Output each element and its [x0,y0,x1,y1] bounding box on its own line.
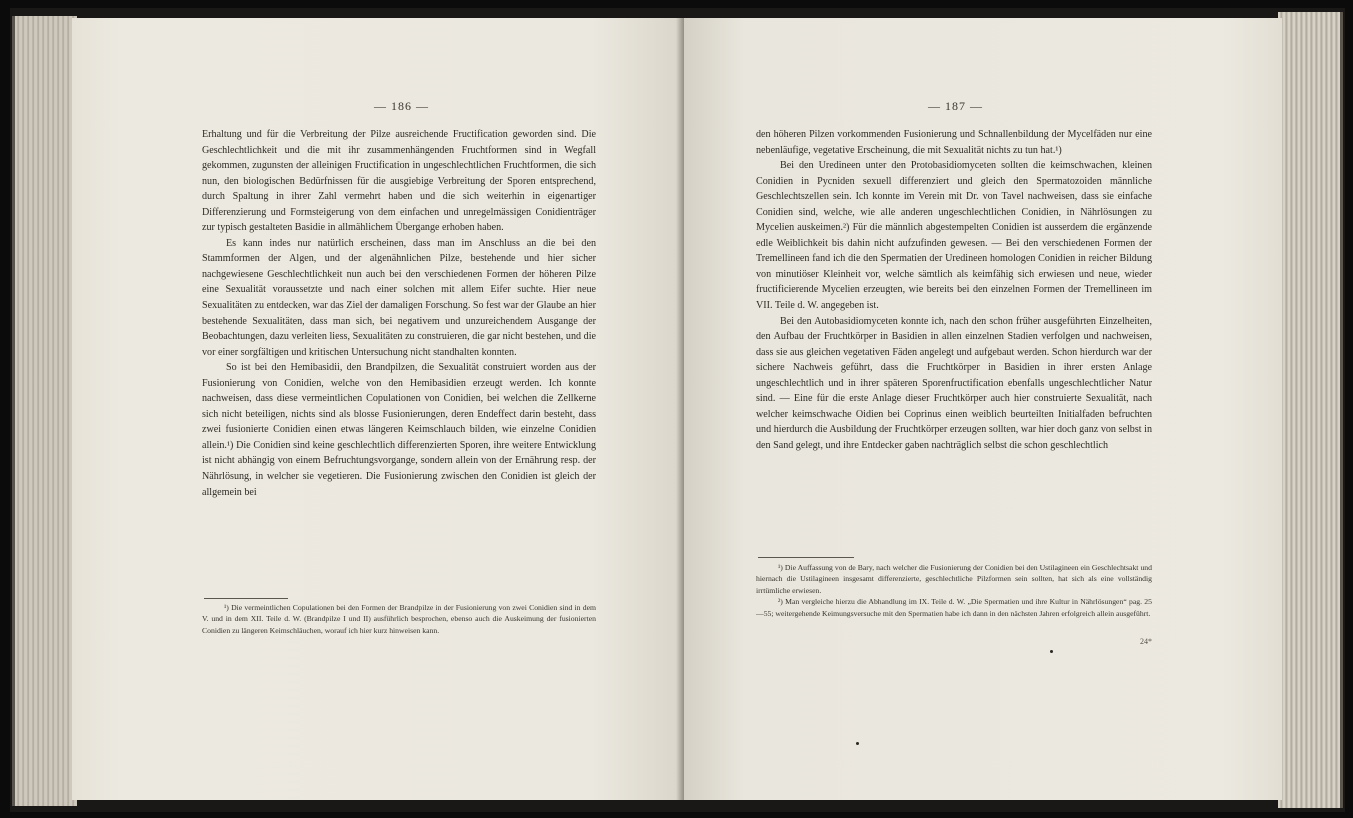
left-page-number: — 186 — [374,99,429,113]
left-footnotes [202,602,596,636]
paper-speck [856,742,859,745]
left-paragraph-3: So ist bei den Hemibasidii, den Brandpilzen, die Sexualität construiert worden aus der Fusionierung von Conidien, welche von den Hemibasidien erzeugt werden. Ich konnte nachweisen, dass diese vermeintlichen Copulationen von Conidien, bei welchen die Zellkerne sich nicht beteiligen, nichts sind als blosse Fusionierungen, deren Endeffect darin besteht, dass zwei fusionierte Conidien einen etwas längeren Keimschlauch bilden, wie einzelne Conidien allein.¹) Die Conidien sind keine geschlechtlich differenzierten Sporen, ihre weitere Entwicklung ist nicht abhängig von einem Befruchtungsvorgange, sondern allein von der Ernährung resp. der Nährlösung, in welcher sie vegetieren. Die Fusionierung zwischen den Conidien ist gleich der allgemein bei [202,362,596,498]
left-page-body [202,127,596,500]
right-page-edges [1278,12,1343,808]
paper-speck [1050,650,1053,653]
left-footnote-rule [204,598,288,599]
right-footnotes [756,562,1152,619]
left-footnote-1: ¹) Die vermeintlichen Copulationen bei den Formen der Brandpilze in der Fusionierung von zwei Conidien sind in dem V. und in dem XII. Teile d. W. (Brandpilze I und II) ausführlich besprochen, ebenso auch die Auskeimung der fusionierten Conidien zu längeren Keimschläuchen, worauf ich hier kurz hinweisen kann. [202,603,596,635]
right-page-number: — 187 — [928,99,983,113]
right-footnote-rule [758,557,854,558]
right-footnote-1: ¹) Die Auffassung von de Bary, nach welcher die Fusionierung der Conidien bei den Ustilagineen ein Geschlechtsakt und hiernach die Ustilagineen insgesamt differenzierte, geschlechtliche Pilzformen sein sollten, hat sich als eine vollständig irrtümliche erwiesen. [756,563,1152,595]
right-paragraph-1: den höheren Pilzen vorkommenden Fusionierung und Schnallenbildung der Mycelfäden nur eine nebenläufige, vegetative Erscheinung, die mit Sexualität nichts zu tun hat.¹) [756,129,1152,156]
right-page-body [756,127,1152,453]
right-paragraph-2: Bei den Uredineen unter den Protobasidiomyceten sollten die keimschwachen, kleinen Conidien in Pycniden sexuell differenziert und gleich den Spermatozoiden männliche Geschlechtszellen sein. Ich konnte im Verein mit Dr. von Tavel nachweisen, dass sie einfache Conidien sind, welche, wie alle anderen ungeschlechtlichen Conidien, in Nährlösungen zu Mycelien auskeimen.²) Für die männlich abgestempelten Conidien ist ausserdem die ergänzende edle Weiblichkeit bis dahin nicht aufzufinden gewesen. — Bei den verschiedenen Formen der Tremellineen fand ich die den Spermatien der Uredineen homologen Conidien in reicher Bildung von minutiöser Kleinheit vor, welche sämtlich als keimfähig sich erwiesen und neue, wieder fructificierende Mycelien erzeugten, wie bereits bei den einzelnen Formen der Tremellineen im VII. Teile d. W. angegeben ist. [756,160,1152,312]
left-page-edges [12,16,77,806]
left-paragraph-1: Erhaltung und für die Verbreitung der Pilze ausreichende Fructification geworden sind. Die Geschlechtlichkeit und die mit ihr zusammenhängenden Fruchtformen sind in Wegfall gekommen, zugunsten der alleinigen Fructification in ungeschlechtlichen Fruchtformen, die sich nun, den biologischen Bedürfnissen für die ausgiebige Verbreitung der Sporen entsprechend, durch Spaltung in ihrer Zahl vermehrt haben und die sich weiterhin in eigenartiger Differenzierung und Formsteigerung von dem einfachen und unregelmässigen Conidienträger zur typisch gestalteten Basidie in allmählichem Übergange erhoben haben. [202,129,596,234]
right-paragraph-3: Bei den Autobasidiomyceten konnte ich, nach den schon früher ausgeführten Einzelheiten, den Aufbau der Fruchtkörper in Basidien in allen einzelnen Stadien verfolgen und nachweisen, dass sie aus gleichen vegetativen Fäden angelegt und aufgebaut werden. Schon hierdurch war der sichere Nachweis geführt, dass die Fruchtkörper in Basidien in ihrer ersten Anlage ungeschlechtlich und in ihrer späteren Sporenfructification ebenfalls ungeschlechtlicher Natur sind. — Eine für die erste Anlage dieser Fruchtkörper auch hier construierte Sexualität, nach welcher keimschwache Oidien bei Coprinus einen weiblich beurteilten Initialfaden befruchten und hierdurch die Ausbildung der Fruchtkörper erzeugen sollten, war hier doch ganz von selbst in den Sand gelegt, und ihre Entdecker gaben nachträglich selbst die schon geschlechtlich [756,315,1152,451]
right-footnote-2: ²) Man vergleiche hierzu die Abhandlung im IX. Teile d. W. „Die Spermatien und ihre Kultur in Nährlösungen“ pag. 25—55; weitergehende Keimungsversuche mit den Spermatien habe ich dann in den nächsten Jahren erfolgreich allein ausgeführt. [756,597,1152,618]
left-paragraph-2: Es kann indes nur natürlich erscheinen, dass man im Anschluss an die bei den Stammformen der Algen, und der algenähnlichen Pilze, bestehende und hier sicher nachgewiesene Geschlechtlichkeit nun auch bei den verschiedenen Formen der höheren Pilze eine Sexualität voraussetzte und nach einer solchen mit allem Eifer suchte. Hier neue Sexualitäten zu entdecken, war das Ziel der damaligen Forschung. So fest war der Glaube an hier bestehende Sexualitäten, dass man sich, bei negativem und unzureichendem Ausgange der Beobachtungen, dazu verleiten liess, Sexualitäten zu construieren, die gar nicht bestehen, und die vor einer sorgfältigen und kritischen Untersuchung nicht standhalten konnten. [202,237,596,358]
signature-mark: 24* [1140,637,1152,646]
